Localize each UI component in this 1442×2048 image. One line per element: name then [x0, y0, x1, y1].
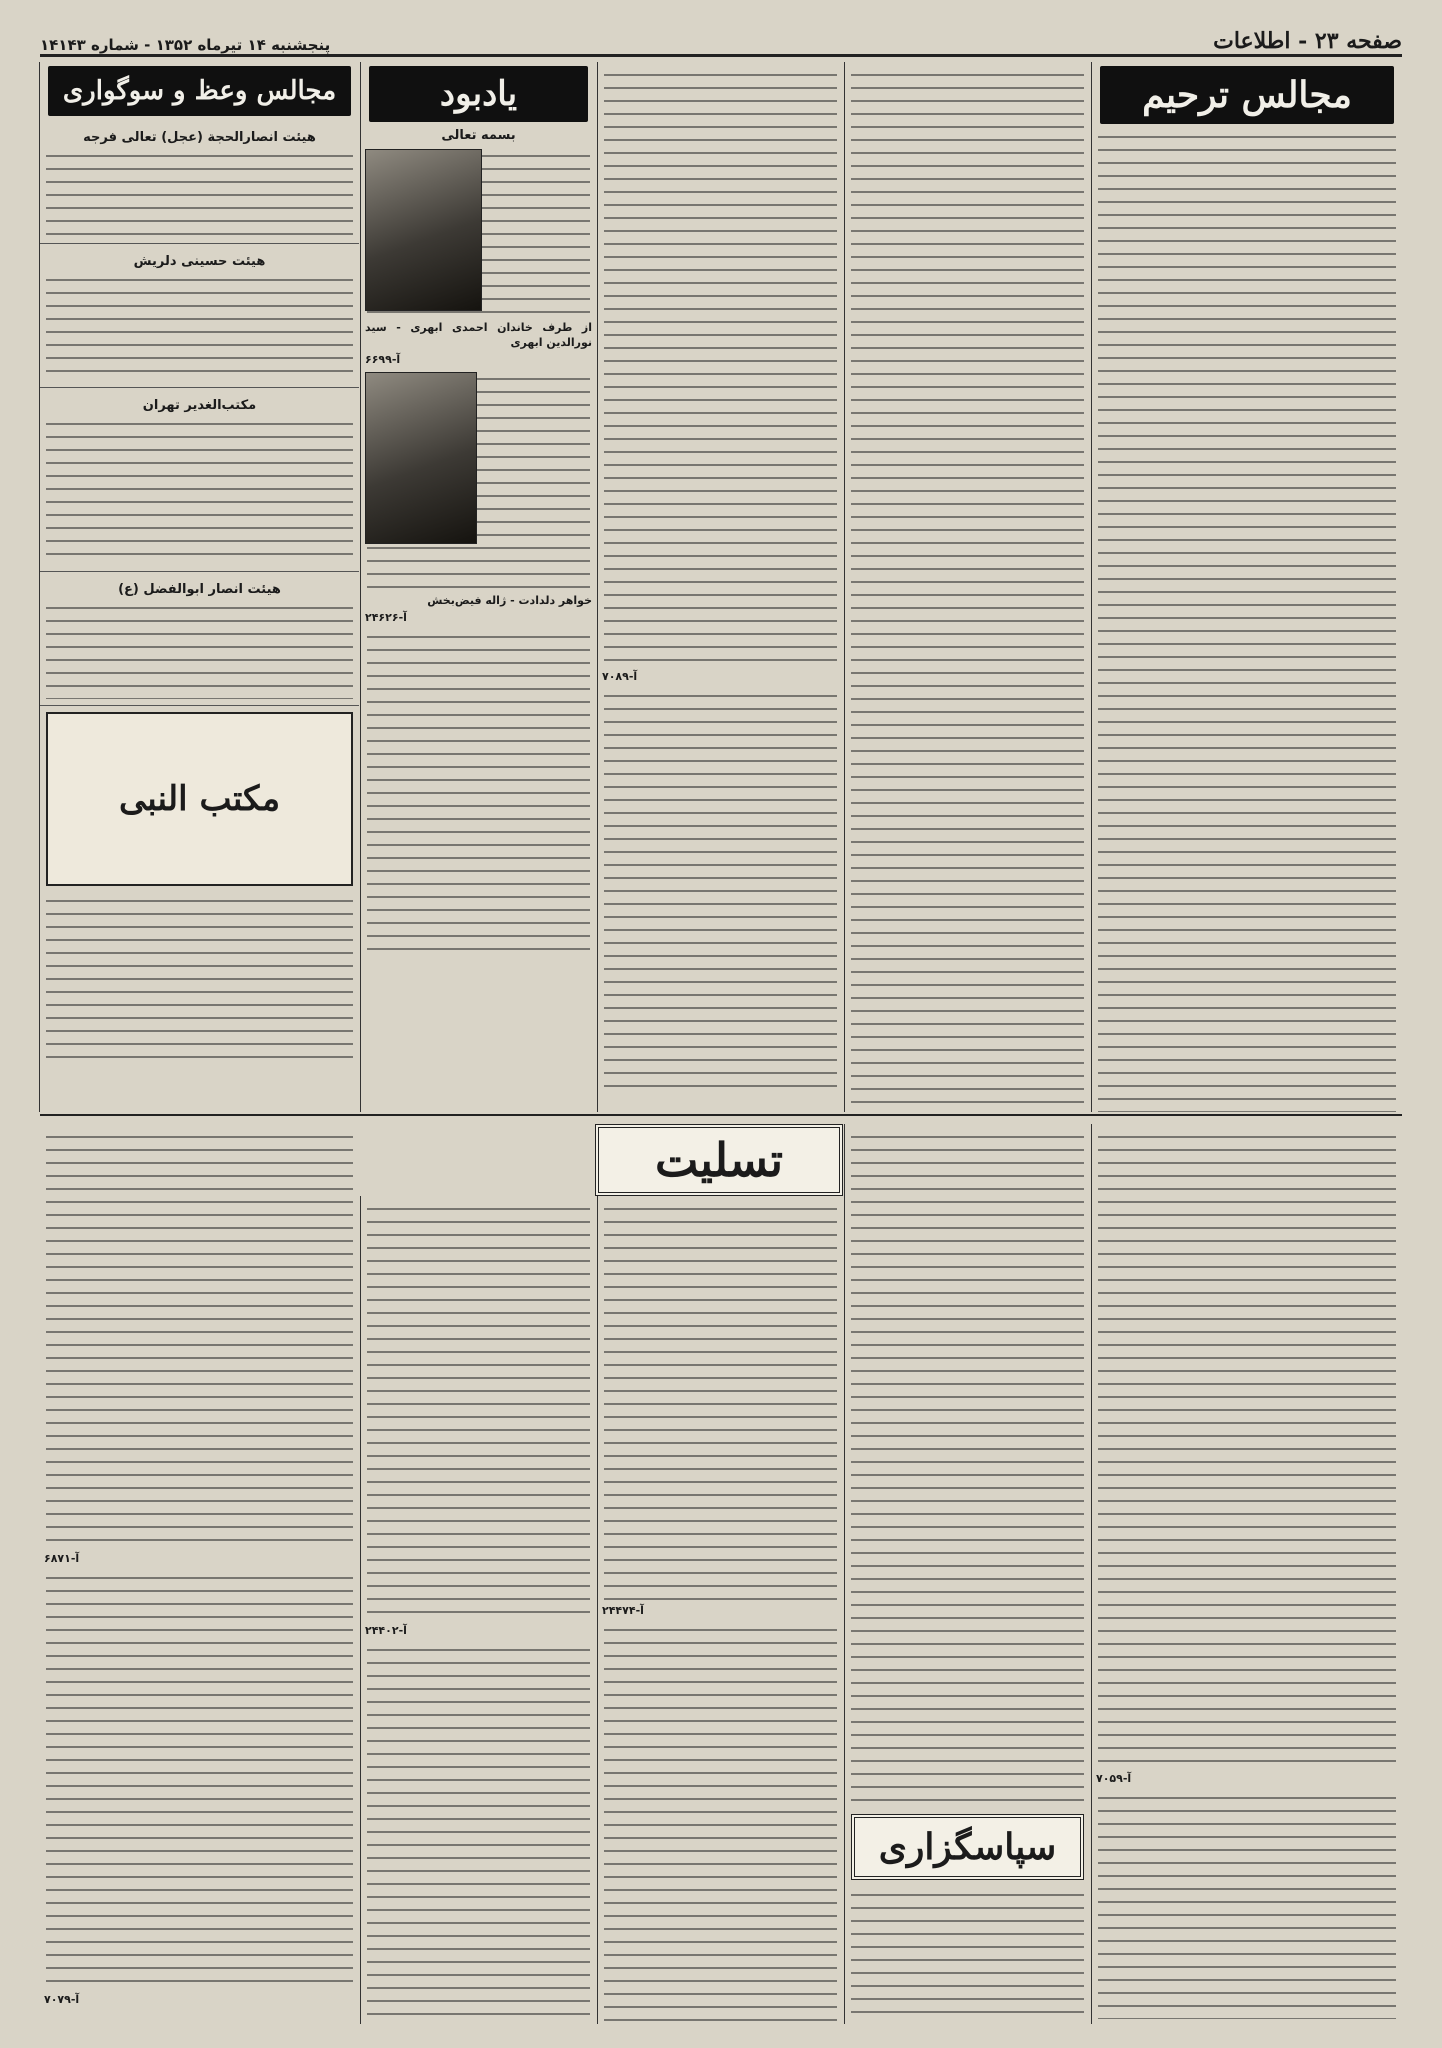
tasliat-banner: تسلیت	[595, 1124, 843, 1196]
lower-column-4	[360, 1196, 596, 2024]
portrait-photo-young-man	[365, 372, 477, 544]
column-yadbud	[360, 62, 596, 1112]
yadbud-bismillah: بسمه تعالی	[441, 128, 516, 143]
notice-code: آ-۶۸۷۱	[44, 1552, 80, 1565]
tarhim-notices-text	[1098, 128, 1396, 1112]
issue-date: پنجشنبه ۱۴ تیرماه ۱۳۵۲ - شماره ۱۴۱۴۳	[40, 36, 331, 54]
column-notices-3	[597, 62, 843, 1112]
lower-column-2	[844, 1124, 1090, 2024]
tarhim-banner: مجالس ترحیم	[1100, 66, 1394, 124]
notices-text-3	[604, 66, 837, 666]
lower-column-3	[597, 1196, 843, 2024]
column-notices-2	[844, 62, 1090, 1112]
notice-code: آ-۲۴۴۷۴	[602, 1604, 644, 1617]
yadbud-text-3	[367, 628, 590, 958]
lower-column-5	[40, 1124, 359, 2024]
notice-code: آ-۲۴۴۰۲	[365, 1624, 407, 1637]
vaz-item-2: هیئت حسینی دلریش	[40, 244, 359, 388]
yadbud-banner: یادبود	[369, 66, 588, 122]
yadbud-signature-2: خواهر دلدادت - ژاله فیض‌بخش	[427, 593, 592, 607]
vaz-item-4: هیئت انصار ابوالفضل (ع)	[40, 572, 359, 706]
calligraphy-block: مکتب النبی	[46, 712, 353, 886]
portrait-photo-cleric	[365, 149, 482, 311]
notice-code: آ-۷۰۸۹	[602, 670, 638, 683]
vaz-text-bottom	[46, 892, 353, 1062]
notice-code: آ-۷۰۵۹	[1096, 1772, 1132, 1785]
vaz-item-1: هیئت انصارالحجة (عجل) تعالی فرجه	[40, 120, 359, 244]
vaz-banner: مجالس وعظ و سوگواری	[48, 66, 351, 116]
notices-text-2	[851, 66, 1084, 1106]
yadbud-signature-1: از طرف خاندان احمدی ابهری - سید نورالدین ابهری	[365, 321, 592, 349]
sepas-banner: سپاسگزاری	[851, 1814, 1084, 1880]
column-tarhim	[1091, 62, 1402, 1112]
page-number-title: صفحه ۲۳ - اطلاعات	[1213, 28, 1402, 54]
column-vaz	[39, 62, 359, 1112]
yadbud-code-1: آ-۶۶۹۹	[365, 352, 401, 366]
yadbud-code-2: آ-۲۴۶۲۶	[365, 610, 407, 624]
notices-text-3b	[604, 687, 837, 1087]
vaz-item-3: مکتب‌الغدیر تهران	[40, 388, 359, 572]
page-masthead	[40, 18, 1402, 57]
notice-code: آ-۷۰۷۹	[44, 1993, 80, 2006]
lower-column-1	[1091, 1124, 1402, 2024]
section-divider	[40, 1114, 1402, 1116]
